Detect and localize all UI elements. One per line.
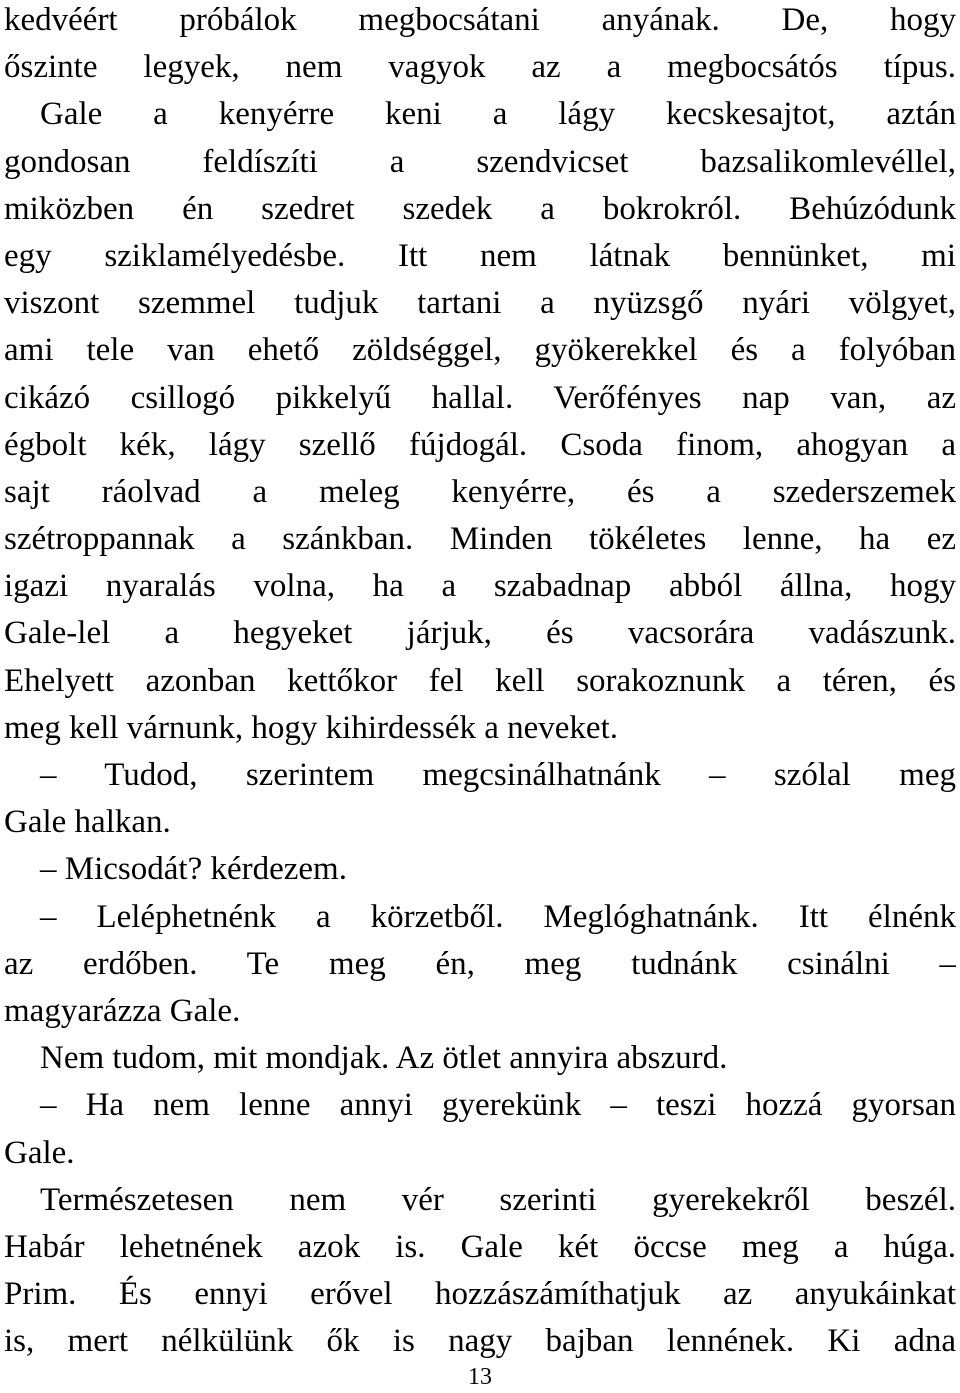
text-line: őszinte legyek, nem vagyok az a megbocsátós típus. [4,49,956,86]
text-line: Prim. És ennyi erővel hozzászámíthatjuk az anyukáinkat [4,1276,956,1313]
text-line: viszont szemmel tudjuk tartani a nyüzsgő nyári völgyet, [4,285,956,322]
text-line: gondosan feldíszíti a szendvicset bazsalikomlevéllel, [4,143,956,180]
text-line: ami tele van ehető zöldséggel, gyökerekkel és a folyóban [4,332,956,369]
text-line: Gale halkan. [4,804,171,841]
body-text [4,0,956,1368]
text-line: szétroppannak a szánkban. Minden tökéletes lenne, ha ez [4,521,956,558]
text-line: Ehelyett azonban kettőkor fel kell sorakoznunk a téren, és [4,662,956,699]
text-line: Természetesen nem vér szerinti gyerekekről beszél. [40,1181,956,1218]
text-line: egy sziklamélyedésbe. Itt nem látnak bennünket, mi [4,237,956,274]
text-line: miközben én szedret szedek a bokrokról. Behúzódunk [4,190,956,227]
text-line: az erdőben. Te meg én, meg tudnánk csinálni – [4,945,956,982]
text-line: Gale a kenyérre keni a lágy kecskesajtot, aztán [40,96,956,133]
dialogue-line: – Tudod, szerintem megcsinálhatnánk – szólal meg [40,757,956,793]
dialogue-line: – Micsodát? kérdezem. [40,851,347,888]
dialogue-line: – Leléphetnénk a körzetből. Meglóghatnánk. Itt élnénk [40,898,956,935]
text-line: Gale-lel a hegyeket járjuk, és vacsorára vadászunk. [4,615,956,652]
text-line: meg kell várnunk, hogy kihirdessék a neveket. [4,709,618,746]
text-line: igazi nyaralás volna, ha a szabadnap abból állna, hogy [4,568,956,605]
text-line: is, mert nélkülünk ők is nagy bajban lennének. Ki adna [4,1323,956,1360]
text-line: égbolt kék, lágy szellő fújdogál. Csoda finom, ahogyan a [4,426,956,463]
text-line: Habár lehetnének azok is. Gale két öccse meg a húga. [4,1228,956,1265]
dialogue-line: – Ha nem lenne annyi gyerekünk – teszi hozzá gyorsan [40,1087,956,1124]
text-line: Nem tudom, mit mondjak. Az ötlet annyira abszurd. [40,1040,728,1077]
text-line: Gale. [4,1134,75,1171]
text-line: sajt ráolvad a meleg kenyérre, és a szederszemek [4,473,956,510]
text-line: kedvéért próbálok megbocsátani anyának. De, hogy [4,2,956,38]
text-line: magyarázza Gale. [4,992,241,1029]
page-number: 13 [468,1364,492,1390]
text-line: cikázó csillogó pikkelyű hallal. Verőfényes nap van, az [4,379,956,416]
